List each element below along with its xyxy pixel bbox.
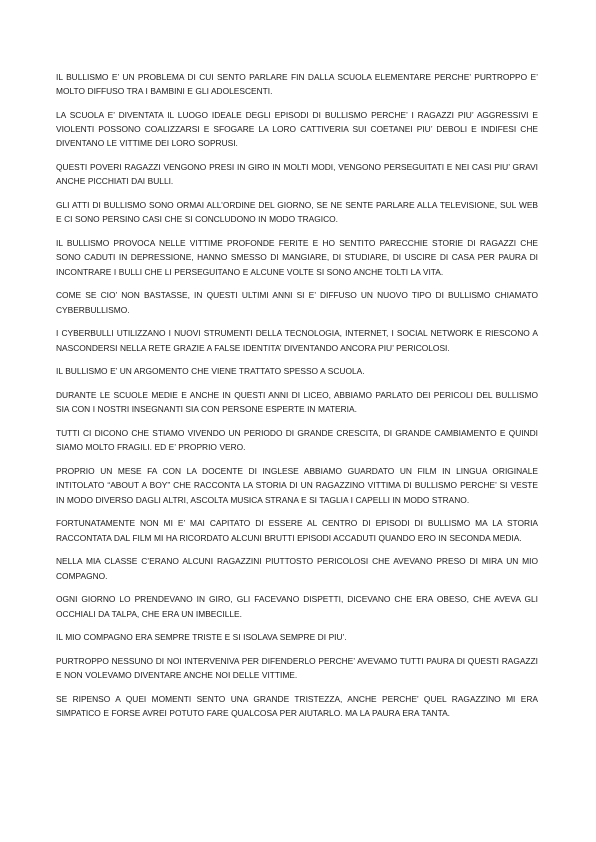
paragraph-15: IL MIO COMPAGNO ERA SEMPRE TRISTE E SI ISOLAVA SEMPRE DI PIU’. xyxy=(56,632,347,643)
paragraph-9: DURANTE LE SCUOLE MEDIE E ANCHE IN QUESTI ANNI DI LICEO, ABBIAMO PARLATO DEI PERICOLI DEL BULLISMO SIA CON I NOSTRI INSEGNANTI SIA CON PERSONE ESPERTE IN MATERIA. xyxy=(56,390,538,415)
paragraph-17: SE RIPENSO A QUEI MOMENTI SENTO UNA GRANDE TRISTEZZA, ANCHE PERCHE’ QUEL RAGAZZINO MI ERA SIMPATICO E FORSE AVREI POTUTO FARE QUALCOSA PER AIUTARLO. MA LA PAURA ERA TANTA. xyxy=(56,694,538,719)
paragraph-16: PURTROPPO NESSUNO DI NOI INTERVENIVA PER DIFENDERLO PERCHE’ AVEVAMO TUTTI PAURA DI QUESTI RAGAZZI E NON VOLEVAMO DIVENTARE ANCHE NOI DELLE VITTIME. xyxy=(56,656,538,681)
paragraph-4: GLI ATTI DI BULLISMO SONO ORMAI ALL’ORDINE DEL GIORNO, SE NE SENTE PARLARE ALLA TELEVISIONE, SUL WEB E CI SONO PERSINO CASI CHE SI CONCLUDONO IN MODO TRAGICO. xyxy=(56,200,538,225)
paragraph-14: OGNI GIORNO LO PRENDEVANO IN GIRO, GLI FACEVANO DISPETTI, DICEVANO CHE ERA OBESO, CHE AVEVA GLI OCCHIALI DA TALPA, CHE ERA UN IMBECILLE. xyxy=(56,594,538,619)
document-body xyxy=(56,70,538,730)
paragraph-11: PROPRIO UN MESE FA CON LA DOCENTE DI INGLESE ABBIAMO GUARDATO UN FILM IN LINGUA ORIGINALE INTITOLATO “ABOUT A BOY” CHE RACCONTA LA STORIA DI UN RAGAZZINO VITTIMA DI BULLISMO PERCHE’ SI VESTE IN MODO DIVERSO DAGLI ALTRI, ASCOLTA MUSICA STRANA E SI TAGLIA I CAPELLI IN MODO STRANO. xyxy=(56,466,538,505)
paragraph-8: IL BULLISMO E’ UN ARGOMENTO CHE VIENE TRATTATO SPESSO A SCUOLA. xyxy=(56,366,365,377)
paragraph-10: TUTTI CI DICONO CHE STIAMO VIVENDO UN PERIODO DI GRANDE CRESCITA, DI GRANDE CAMBIAMENTO E QUINDI SIAMO MOLTO FRAGILI. ED E’ PROPRIO VERO. xyxy=(56,428,538,453)
paragraph-7: I CYBERBULLI UTILIZZANO I NUOVI STRUMENTI DELLA TECNOLOGIA, INTERNET, I SOCIAL NETWORK E RIESCONO A NASCONDERSI NELLA RETE GRAZIE A FALSE IDENTITA’ DIVENTANDO ANCORA PIU’ PERICOLOSI. xyxy=(56,328,538,353)
paragraph-2: LA SCUOLA E’ DIVENTATA IL LUOGO IDEALE DEGLI EPISODI DI BULLISMO PERCHE’ I RAGAZZI PIU’ AGGRESSIVI E VIOLENTI POSSONO COALIZZARSI E SFOGARE LA LORO CATTIVERIA SUI COETANEI PIU’ DEBOLI E INDIFESI CHE DIVENTANO LE VITTIME DEI LORO SOPRUSI. xyxy=(56,110,538,149)
paragraph-5: IL BULLISMO PROVOCA NELLE VITTIME PROFONDE FERITE E HO SENTITO PARECCHIE STORIE DI RAGAZZI CHE SONO CADUTI IN DEPRESSIONE, HANNO SMESSO DI MANGIARE, DI STUDIARE, DI USCIRE DI CASA PER PAURA DI INCONTRARE I BULLI CHE LI PERSEGUITANO E ALCUNE VOLTE SI SONO ANCHE TOLTI LA VITA. xyxy=(56,238,538,277)
paragraph-3: QUESTI POVERI RAGAZZI VENGONO PRESI IN GIRO IN MOLTI MODI, VENGONO PERSEGUITATI E NEI CASI PIU’ GRAVI ANCHE PICCHIATI DAI BULLI. xyxy=(56,162,538,187)
paragraph-12: FORTUNATAMENTE NON MI E’ MAI CAPITATO DI ESSERE AL CENTRO DI EPISODI DI BULLISMO MA LA STORIA RACCONTATA DAL FILM MI HA RICORDATO ALCUNI BRUTTI EPISODI ACCADUTI QUANDO ERO IN SECONDA MEDIA. xyxy=(56,518,538,543)
paragraph-6: COME SE CIO’ NON BASTASSE, IN QUESTI ULTIMI ANNI SI E’ DIFFUSO UN NUOVO TIPO DI BULLISMO CHIAMATO CYBERBULLISMO. xyxy=(56,290,538,315)
paragraph-1: IL BULLISMO E’ UN PROBLEMA DI CUI SENTO PARLARE FIN DALLA SCUOLA ELEMENTARE PERCHE’ PURTROPPO E’ MOLTO DIFFUSO TRA I BAMBINI E GLI ADOLESCENTI. xyxy=(56,72,538,97)
paragraph-13: NELLA MIA CLASSE C’ERANO ALCUNI RAGAZZINI PIUTTOSTO PERICOLOSI CHE AVEVANO PRESO DI MIRA UN MIO COMPAGNO. xyxy=(56,556,538,581)
